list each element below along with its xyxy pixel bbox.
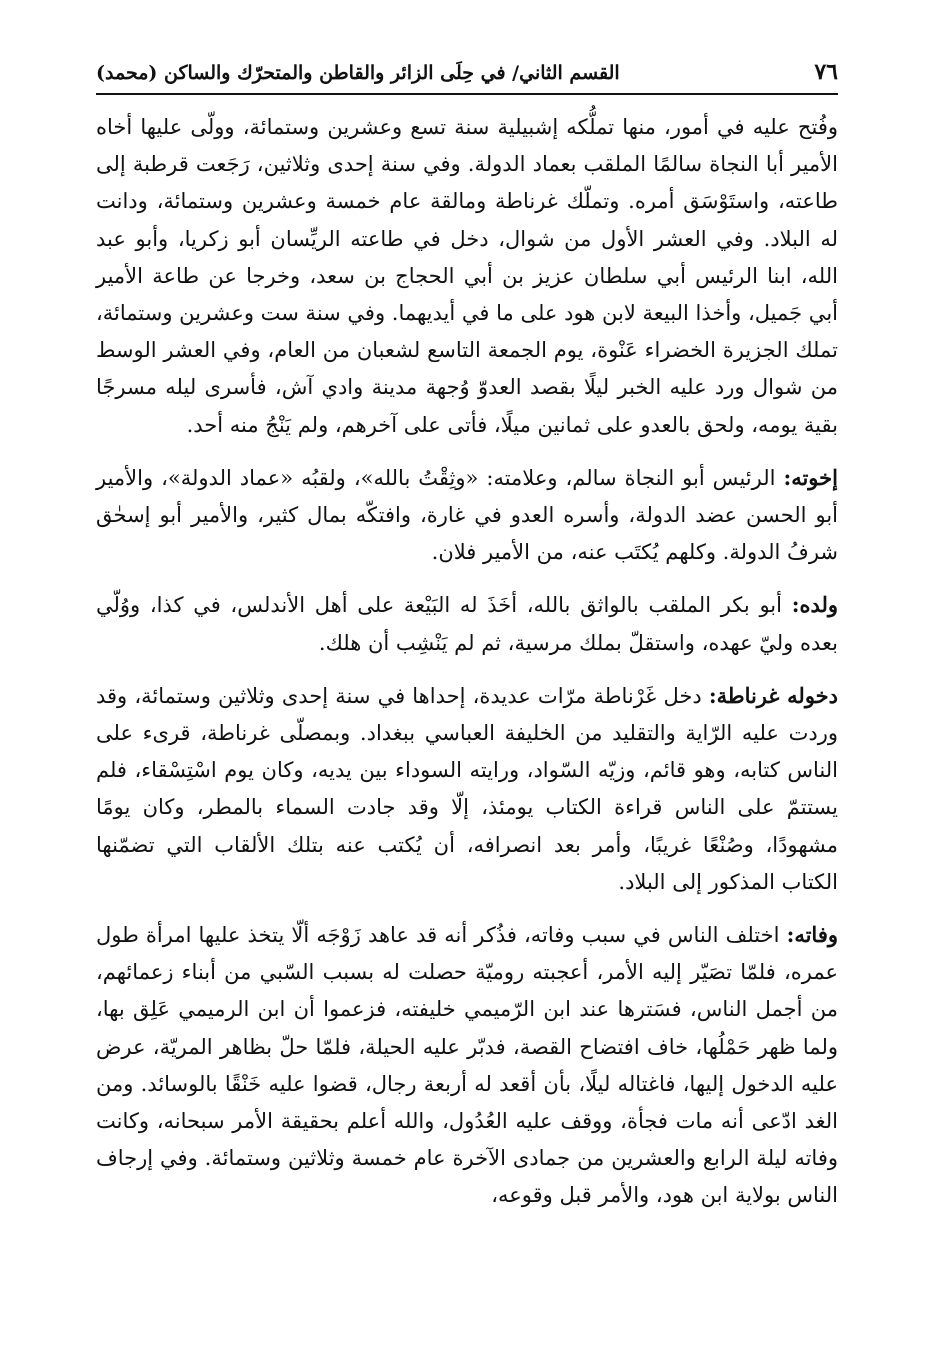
paragraph-death <box>96 916 838 1215</box>
body-text <box>96 109 838 1215</box>
page-number: ٧٦ <box>814 59 838 85</box>
book-page <box>96 58 838 1230</box>
paragraph-text: وفُتح عليه في أمور، منها تملُّكه إشبيلية سنة تسع وعشرين وستمائة، وولّى عليها أخاه الأمير أبا النجاة سالمًا الملقب بعماد الدولة. وفي سنة إحدى وثلاثين، رَجَعت قرطبة إلى طاعته، واستَوْسَق أمره. وتملّك غرناطة ومالقة عام خمسة وعشرين وستمائة، ودانت له البلاد. وفي العشر الأول من شوال، دخل في طاعته الريِّسان أبو زكريا، وأبو عبد الله، ابنا الرئيس أبي سلطان عزيز بن أبي الحجاج بن سعد، وخرجا عن طاعة الأمير أبي جَميل، وأخذا البيعة لابن هود على ما في أيديهما. وفي سنة ست وعشرين وستمائة، تملك الجزيرة الخضراء عَنْوة، يوم الجمعة التاسع لشعبان من العام، وفي العشر الوسط من شوال ورد عليه الخبر ليلًا بقصد العدوّ وُجهة مدينة وادي آش، فأسرى ليله مسرجًا بقية يومه، ولحق بالعدو على ثمانين ميلًا، فأتى على آخرهم، ولم يَنْجُ منه أحد. <box>96 115 838 437</box>
paragraph-son <box>96 586 838 661</box>
paragraph-conquests <box>96 109 838 444</box>
paragraph-heading: ولده: <box>791 592 839 618</box>
paragraph-brothers <box>96 459 838 572</box>
paragraph-text: دخل غَرْناطة مرّات عديدة، إحداها في سنة إحدى وثلاثين وستمائة، وقد وردت عليه الرّاية والتقليد من الخليفة العباسي ببغداد. وبمصلّى غرناطة، قرىء على الناس كتابه، وهو قائم، وزيّه السّواد، ورايته السوداء بين يديه، وكان يوم اسْتِسْقاء، فلم يستتمّ على الناس قراءة الكتاب يومئذ، إلّا وقد جادت السماء بالمطر، وكان يومًا مشهودًا، وصُنْعًا غريبًا، وأمر بعد انصرافه، أن يُكتب عنه بتلك الألقاب التي تضمّنها الكتاب المذكور إلى البلاد. <box>96 683 839 894</box>
paragraph-text: اختلف الناس في سبب وفاته، فذُكر أنه قد عاهد زَوْجَه ألّا يتخذ عليها امرأة طول عمره، فلمّا تصَيّر إليه الأمر، أعجبته روميّة حصلت له بسبب السّبي من أبناء زعمائهم، من أجمل الناس، فسَترها عند ابن الرّميمي خليفته، فزعموا أن ابن الرميمي عَلِق بها، ولما ظهر حَمْلُها، خاف افتضاح القصة، فدبّر عليه الحيلة، فلمّا حلّ بظاهر المريّة، عرض عليه الدخول إليها، فاغتاله ليلًا، بأن أقعد له أربعة رجال، قضوا عليه خَنْقًا بالوسائد. ومن الغد ادّعى أنه مات فجأة، ووقف عليه العُدُول، والله أعلم بحقيقة الأمر سبحانه، وكانت وفاته ليلة الرابع والعشرين من جمادى الآخرة عام خمسة وثلاثين وستمائة. وفي إرجاف الناس بولاية ابن هود، والأمر قبل وقوعه، <box>96 923 838 1208</box>
running-title: القسم الثاني/ في حِلَى الزائر والقاطن والمتحرّك والساكن (محمد) <box>96 62 620 84</box>
paragraph-text: الرئيس أبو النجاة سالم، وعلامته: «وثِقْتُ بالله»، ولقبُه «عماد الدولة»، والأمير أبو الحسن عضد الدولة، وأسره العدو في غارة، وافتكّه بمال كثير، والأمير أبو إسحٰق شرفُ الدولة. وكلهم يُكتَب عنه، من الأمير فلان. <box>96 465 838 565</box>
paragraph-granada-entry <box>96 677 838 901</box>
running-header <box>96 58 838 95</box>
paragraph-heading: إخوته: <box>783 464 838 490</box>
paragraph-text: أبو بكر الملقب بالواثق بالله، أخَذَ له البَيْعة على أهل الأندلس، في كذا، ووُلّي بعده وليّ عهده، واستقلّ بملك مرسية، ثم لم يَنْشِب أن هلك. <box>96 593 838 655</box>
paragraph-heading: وفاته: <box>786 922 838 948</box>
paragraph-heading: دخوله غرناطة: <box>708 682 839 708</box>
